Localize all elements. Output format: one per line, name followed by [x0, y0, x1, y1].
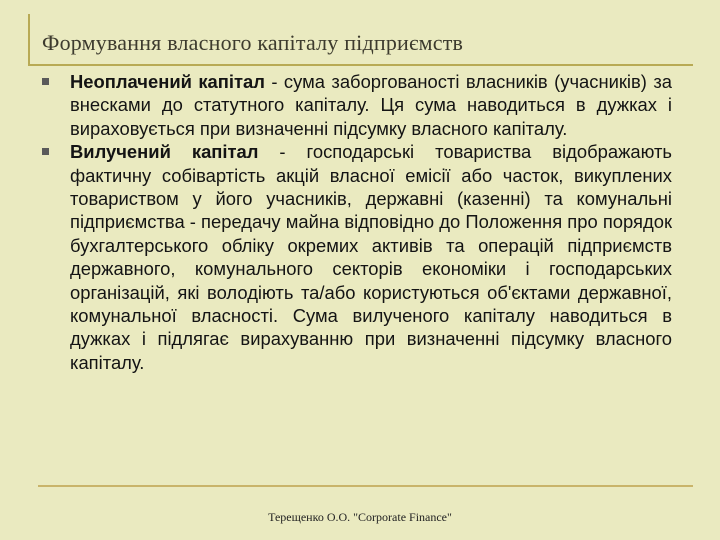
- footer-credit: Терещенко О.О. "Corporate Finance": [268, 510, 452, 524]
- bullet-unpaid-capital: [42, 70, 672, 140]
- title-frame-horizontal-line: [28, 64, 693, 66]
- definition-withdrawn-capital: - господарські товариства відображають фактичну собівартість акцій власної емісії або часток, викуплених товариством у його учасників, державні (казенні) та комунальні підприємства - передачу майна відповідно до Положення про порядок бухгалтерського обліку окремих активів та операцій підприємств державного, комунального секторів економіки і господарських організацій, які володіють та/або користуються об'єктами державної, комунальної власності. Сума вилученого капіталу наводиться в дужках і підлягає вирахуванню при визначенні підсумку власного капіталу.: [70, 141, 672, 373]
- square-bullet-icon: [42, 148, 49, 155]
- bullet-withdrawn-capital: [42, 140, 672, 374]
- footer-divider: [38, 485, 693, 487]
- term-withdrawn-capital: Вилучений капітал: [70, 141, 259, 163]
- square-bullet-icon: [42, 78, 49, 85]
- bullet-list: [42, 70, 672, 374]
- definition-unpaid-capital: - сума заборгованості власників (учасників) за внесками до статутного капіталу. Ця сума наводиться в дужках і вираховується при визначенні підсумку власного капіталу.: [70, 71, 672, 139]
- term-unpaid-capital: Неоплачений капітал: [70, 71, 265, 92]
- title-frame-vertical-line: [28, 14, 30, 66]
- slide-title: Формування власного капіталу підприємств: [42, 30, 464, 55]
